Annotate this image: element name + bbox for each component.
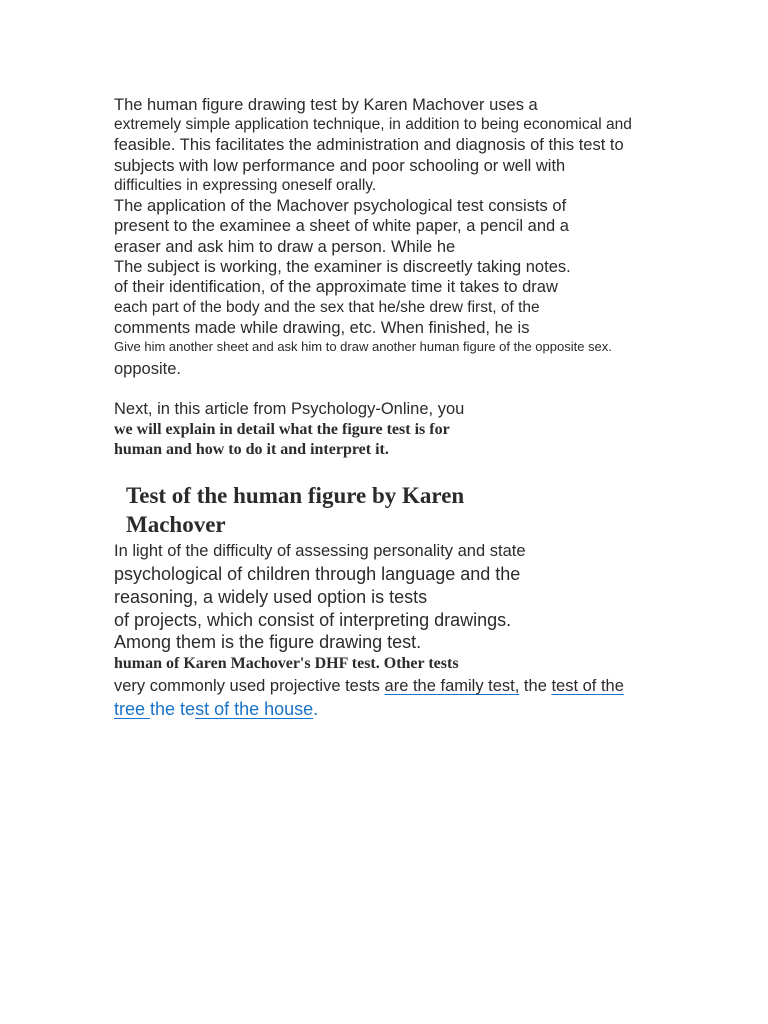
intro-line-11: each part of the body and the sex that he/she drew first, of the — [114, 299, 540, 316]
intro-line-9: The subject is working, the examiner is discreetly taking notes. — [114, 258, 571, 276]
intro-line-8: eraser and ask him to draw a person. While he — [114, 238, 456, 256]
section-line-4: of projects, which consist of interpreting drawings. — [114, 610, 512, 630]
intro-line-6: The application of the Machover psychological test consists of — [114, 197, 567, 215]
tree-test-link-part-2[interactable]: tree — [114, 699, 151, 719]
intro-line-5: difficulties in expressing oneself orally. — [114, 177, 377, 194]
section-line-1: In light of the difficulty of assessing personality and state — [114, 542, 526, 560]
section-links-line — [114, 678, 624, 695]
intro-line-13: Give him another sheet and ask him to draw another human figure of the opposite sex. — [114, 339, 612, 354]
intro-line-12: comments made while drawing, etc. When finished, he is — [114, 319, 530, 337]
links-prefix: very commonly used projective tests — [114, 677, 385, 695]
next-line-2: we will explain in detail what the figure test is for — [114, 421, 450, 438]
next-line-3: human and how to do it and interpret it. — [114, 441, 389, 458]
intro-line-3: feasible. This facilitates the administration and diagnosis of this test to — [114, 136, 624, 154]
intro-line-14: opposite. — [114, 360, 181, 378]
section-line-2: psychological of children through language and the — [114, 564, 521, 584]
section-links-line-2 — [114, 700, 318, 718]
links-mid-text: the — [519, 677, 552, 695]
intro-line-10: of their identification, of the approximate time it takes to draw — [114, 278, 558, 296]
intro-line-2: extremely simple application technique, in addition to being economical and — [114, 116, 632, 133]
section-bold-line: human of Karen Machover's DHF test. Other tests — [114, 655, 459, 672]
section-line-5: Among them is the figure drawing test. — [114, 632, 422, 652]
tree-test-link-part-1[interactable]: test of the — [551, 677, 624, 695]
section-heading-line-1: Test of the human figure by Karen — [126, 483, 465, 508]
links-blue-text: the te — [150, 699, 196, 719]
next-line-1: Next, in this article from Psychology-Online, you — [114, 400, 465, 418]
house-test-link[interactable]: st of the house — [195, 699, 314, 719]
family-test-link[interactable]: are the family test, — [384, 677, 520, 695]
intro-line-7: present to the examinee a sheet of white paper, a pencil and a — [114, 217, 569, 235]
links-end-period: . — [313, 699, 319, 719]
intro-line-1: The human figure drawing test by Karen Machover uses a — [114, 96, 538, 114]
section-heading-line-2: Machover — [126, 512, 226, 537]
section-line-3: reasoning, a widely used option is tests — [114, 587, 428, 607]
intro-line-4: subjects with low performance and poor schooling or well with — [114, 157, 566, 175]
